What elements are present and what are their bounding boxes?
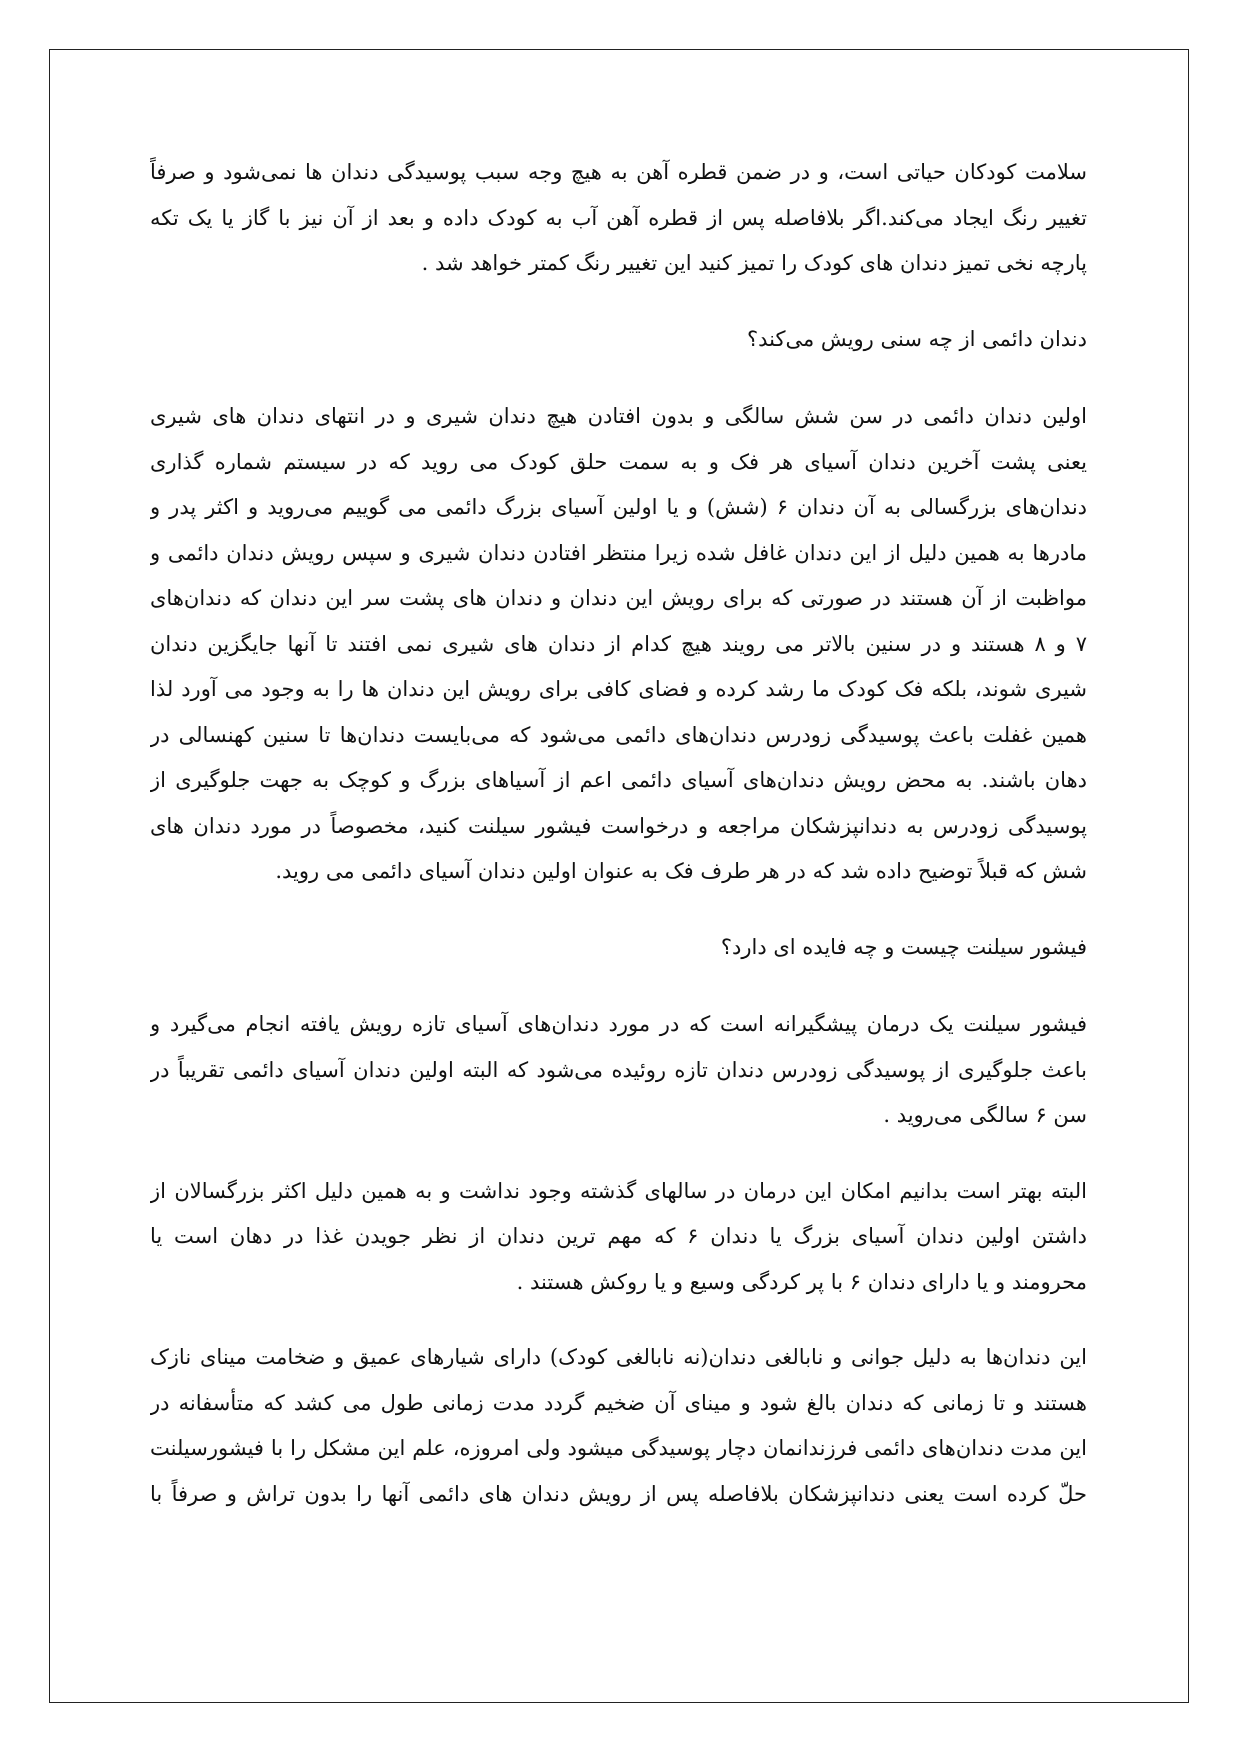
text-line: پوسیدگی زودرس به دندانپزشکان مراجعه و درخواست فیشور سیلنت کنید، مخصوصاً در مورد دندان های (150, 813, 1087, 838)
text-line: سلامت کودکان حیاتی است، و در ضمن قطره آهن به هیچ وجه سبب پوسیدگی دندان ها نمی‌شود و صرفاً (150, 160, 1087, 184)
text-line: ۷ و ۸ هستند و در سنین بالاتر می رویند هیچ کدام از دندان های شیری نمی افتند تا آنها جایگزین دندان (150, 631, 1087, 656)
paragraph-adults-history (150, 1169, 1087, 1306)
text-line: اولین دندان دائمی در سن شش سالگی و بدون افتادن هیچ دندان شیری و در انتهای دندان های شیری (150, 404, 1087, 428)
text-line: فیشور سیلنت یک درمان پیشگیرانه است که در مورد دندان‌های آسیای تازه رویش یافته انجام می‌گیرد و (150, 1012, 1087, 1036)
text-line: این مدت دندان‌های دائمی فرزندانمان دچار پوسیدگی میشود ولی امروزه، علم این مشکل را با فیشورسیلنت (150, 1436, 1087, 1460)
text-line: هستند و تا زمانی که دندان بالغ شود و مینای آن ضخیم گردد مدت زمانی طول می کشد که متأسفانه در (150, 1390, 1087, 1415)
paragraph-iron-drops (150, 150, 1087, 287)
text-line: البته بهتر است بدانیم امکان این درمان در سالهای گذشته وجود نداشت و به همین دلیل اکثر بزرگسالان از (150, 1178, 1087, 1203)
heading-text: دندان دائمی از چه سنی رویش می‌کند؟ (746, 326, 1087, 351)
text-line: باعث جلوگیری از پوسیدگی زودرس دندان تازه روئیده می‌شود که البته اولین دندان آسیای دائمی تقریباً در (150, 1057, 1087, 1082)
text-line: شیری شوند، بلکه فک کودک ما رشد کرده و فضای کافی برای رویش این دندان ها را به وجود می آورد لذا (150, 677, 1087, 701)
heading-fissure-sealant (150, 925, 1087, 971)
text-line: تغییر رنگ ایجاد می‌کند.اگر بلافاصله پس از قطره آهن آب به کودک داده و بعد از آن نیز با گاز یا یک تکه (150, 205, 1087, 230)
paragraph-young-teeth (150, 1335, 1087, 1517)
text-line: حلّ کرده است یعنی دندانپزشکان بلافاصله پس از رویش دندان های دائمی آنها را بدون تراش و صرفاً با (150, 1481, 1087, 1506)
text-line: همین غفلت باعث پوسیدگی زودرس دندان‌های دائمی می‌شود که می‌بایست دندان‌ها تا سنین کهنسالی در (150, 722, 1087, 747)
text-line: پارچه نخی تمیز دندان های کودک را تمیز کنید این تغییر رنگ کمتر خواهد شد . (421, 251, 1087, 275)
text-line: دهان باشند. به محض رویش دندان‌های آسیای دائمی اعم از آسیاهای بزرگ و کوچک به جهت جلوگیری از (150, 768, 1087, 792)
text-line: محرومند و یا دارای دندان ۶ با پر کردگی وسیع و یا روکش هستند . (516, 1269, 1087, 1294)
text-line: یعنی پشت آخرین دندان آسیای هر فک و به سمت حلق کودک می روید که در سیستم شماره گذاری (150, 449, 1087, 474)
heading-permanent-tooth-age (150, 317, 1087, 363)
document-body (150, 150, 1087, 1547)
text-line: داشتن اولین دندان آسیای بزرگ یا دندان ۶ که مهم ترین دندان از نظر جویدن غذا در دهان است یا (150, 1224, 1087, 1248)
text-line: این دندان‌ها به دلیل جوانی و نابالغی دندان(نه نابالغی کودک) دارای شیارهای عمیق و ضخامت مینای نازک (150, 1345, 1087, 1369)
text-line: دندان‌های بزرگسالی به آن دندان ۶ (شش) و یا اولین آسیای بزرگ دائمی می گوییم می‌روید و اکثر پدر و (150, 495, 1087, 519)
heading-text: فیشور سیلنت چیست و چه فایده ای دارد؟ (720, 934, 1087, 959)
text-line: مواظبت از آن هستند در صورتی که برای رویش این دندان و دندان های پشت سر این دندان که دندان‌های (150, 586, 1087, 610)
text-line: سن ۶ سالگی می‌روید . (883, 1103, 1087, 1127)
text-line: مادرها به همین دلیل از این دندان غافل شده زیرا منتظر افتادن دندان شیری و سپس رویش دندان دائمی و (150, 540, 1087, 565)
paragraph-first-permanent-tooth (150, 394, 1087, 895)
paragraph-sealant-definition (150, 1002, 1087, 1139)
text-line: شش که قبلاً توضیح داده شد که در هر طرف فک به عنوان اولین دندان آسیای دائمی می روید. (275, 859, 1087, 883)
